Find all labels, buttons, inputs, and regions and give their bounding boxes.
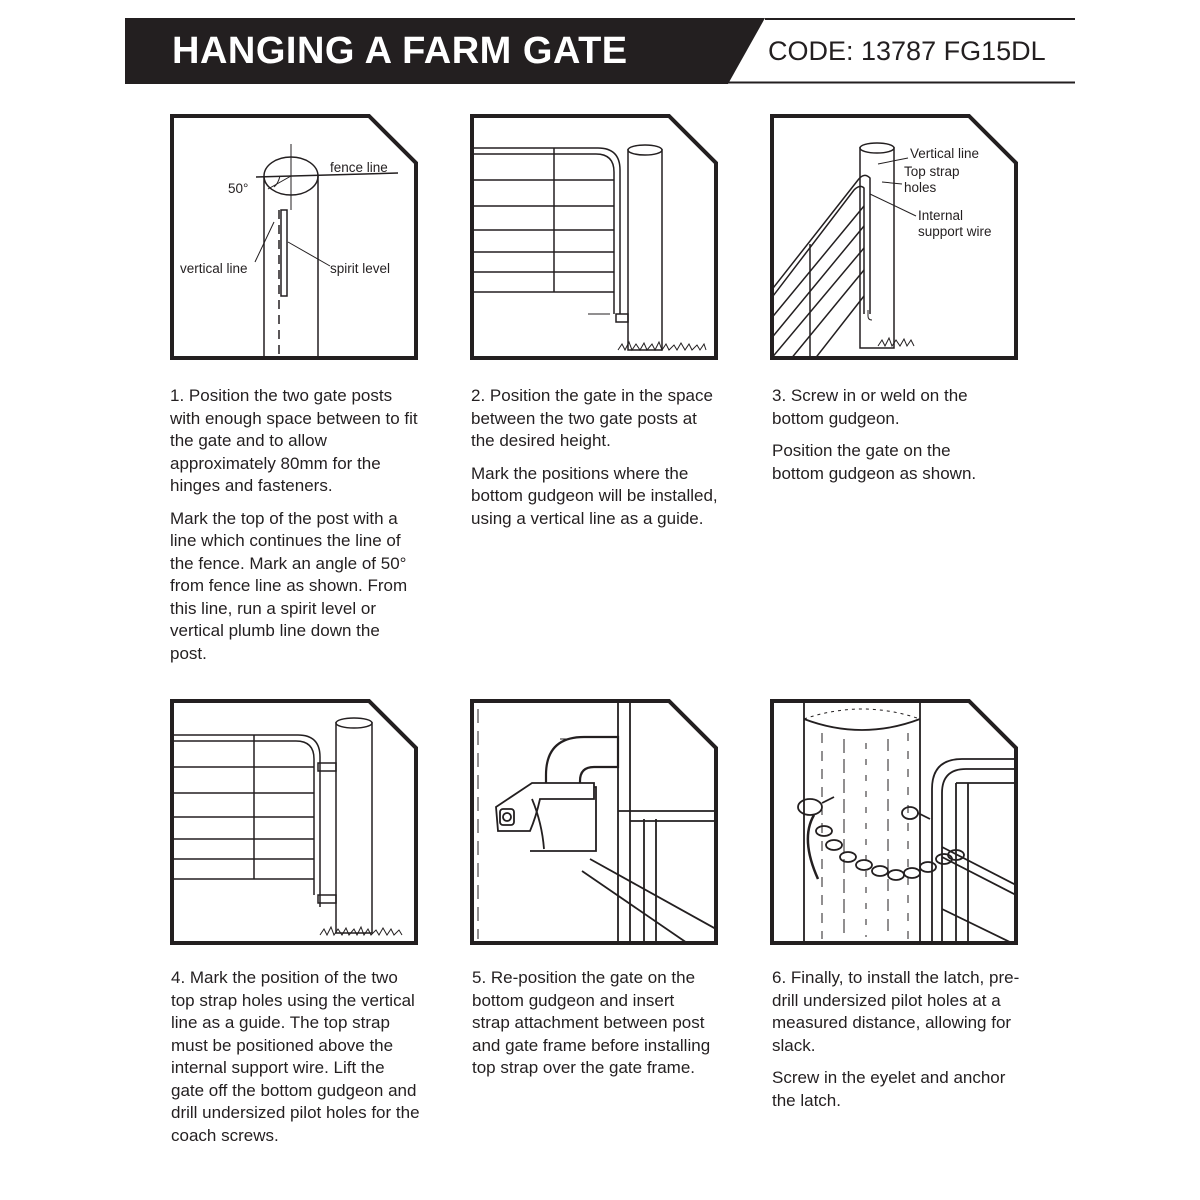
step-2-paragraph-2: Mark the positions where the bottom gudgeon will be installed, using a vertical line as a guide. bbox=[471, 463, 718, 528]
step-3-caption bbox=[772, 385, 1002, 495]
step-2-paragraph-1: 2. Position the gate in the space between the two gate posts at the desired height. bbox=[471, 386, 713, 450]
header-banner bbox=[125, 18, 1075, 84]
step-6-paragraph-2: Screw in the eyelet and anchor the latch. bbox=[772, 1068, 1006, 1110]
step-4-caption bbox=[171, 967, 421, 1157]
step-2-illustration bbox=[470, 114, 718, 360]
step-1-paragraph-2: Mark the top of the post with a line which continues the line of the fence. Mark an angle of 50° from fence line as shown. From this line, run a spirit level or vertical plumb line down the post. bbox=[170, 508, 408, 663]
step-2-caption bbox=[471, 385, 721, 540]
top-strap-label-line2: holes bbox=[904, 180, 937, 195]
vertical-line-label: vertical line bbox=[180, 261, 248, 276]
step-1-paragraph-1: 1. Position the two gate posts with enough space between to fit the gate and to allow approximately 80mm for the hinges and fasteners. bbox=[170, 386, 418, 495]
step-5-caption bbox=[472, 967, 712, 1090]
page-title: HANGING A FARM GATE bbox=[172, 30, 628, 72]
top-strap-label-line1: Top strap bbox=[904, 164, 960, 179]
product-code: CODE: 13787 FG15DL bbox=[768, 36, 1046, 66]
step-6-illustration bbox=[770, 699, 1018, 945]
step-4-illustration bbox=[170, 699, 418, 945]
step-3-paragraph-1: 3. Screw in or weld on the bottom gudgeon. bbox=[772, 386, 968, 428]
step-3-paragraph-2: Position the gate on the bottom gudgeon as shown. bbox=[772, 441, 977, 483]
step-4-paragraph-1: 4. Mark the position of the two top strap holes using the vertical line as a guide. The top strap must be positioned above the internal support wire. Lift the gate off the bottom gudgeon and drill undersized pilot holes for the coach screws. bbox=[171, 968, 420, 1145]
vertical-line-label: Vertical line bbox=[910, 146, 980, 161]
step-6-paragraph-1: 6. Finally, to install the latch, pre-drill undersized pilot holes at a measured distance, allowing for slack. bbox=[772, 968, 1020, 1055]
step-1-illustration bbox=[170, 114, 418, 360]
step-1-caption bbox=[170, 385, 420, 675]
internal-support-label-line2: support wire bbox=[918, 224, 992, 239]
step-5-illustration bbox=[470, 699, 718, 945]
step-6-caption bbox=[772, 967, 1022, 1122]
step-5-paragraph-1: 5. Re-position the gate on the bottom gudgeon and insert strap attachment between post and gate frame before installing top strap over the gate frame. bbox=[472, 968, 711, 1077]
fence-line-label: fence line bbox=[330, 160, 388, 175]
internal-support-label-line1: Internal bbox=[918, 208, 964, 223]
angle-label: 50° bbox=[228, 181, 249, 196]
step-3-illustration bbox=[770, 114, 1018, 360]
spirit-level-label: spirit level bbox=[330, 261, 391, 276]
